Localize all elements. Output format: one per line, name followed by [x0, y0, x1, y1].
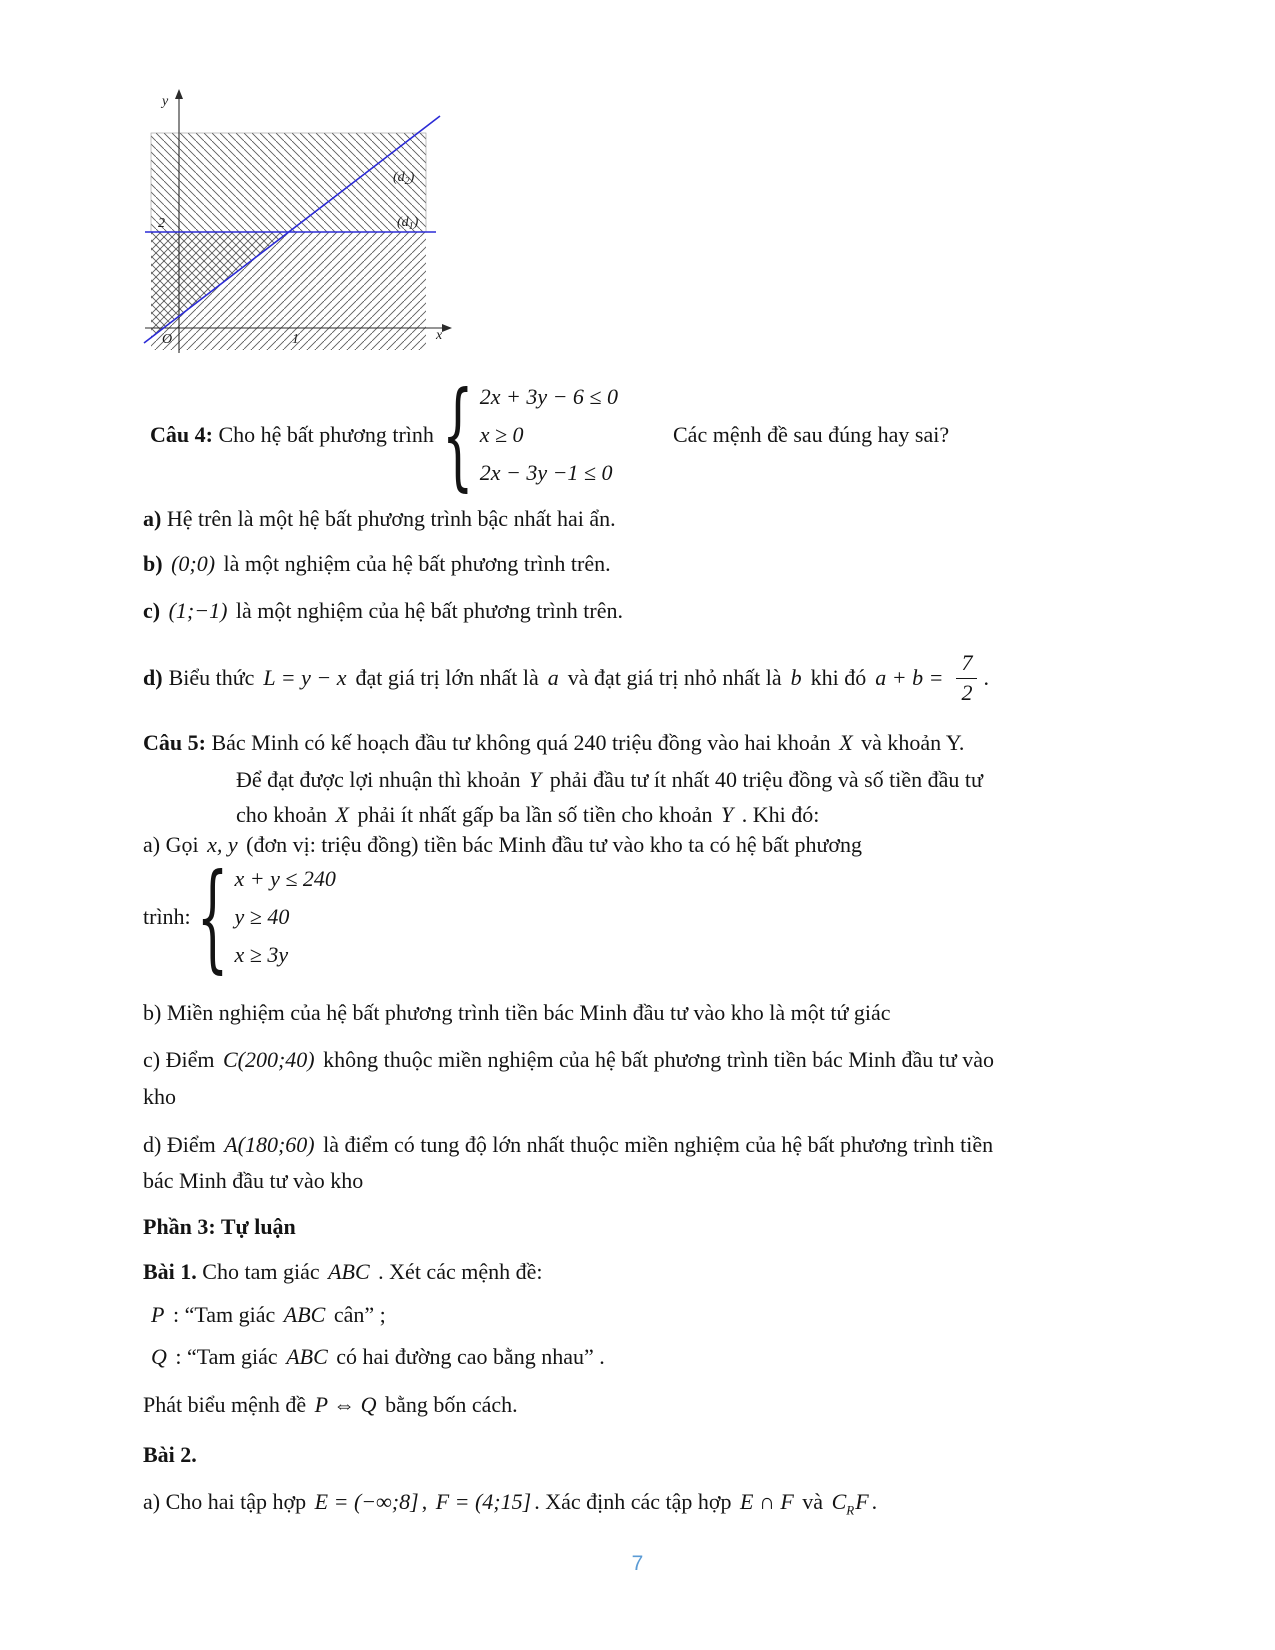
phan3-title: Phần 3: Tự luận — [143, 1214, 296, 1239]
cau5-statement-a: a) Gọi x, y (đơn vị: triệu đồng) tiền bác Minh đầu tư vào kho ta có hệ bất phương — [143, 832, 863, 857]
d1-label-sub: 1 — [408, 221, 414, 232]
y-tick-2: 2 — [158, 216, 165, 231]
x-axis-label: x — [436, 328, 443, 343]
bai2-statement-a: a) Cho hai tập hợp E = (−∞;8] , F = (4;15] . Xác định các tập hợp E ∩ F và $C_RF$ . — [143, 1489, 878, 1518]
cau5-label: Câu 5: — [143, 730, 206, 755]
cau4-statement-d: d) Biểu thức L = y − x đạt giá trị lớn nhất là a và đạt giá trị nhỏ nhất là b khi đó a + b = $\frac{7}{2}$ . — [143, 650, 989, 705]
d1-label — [397, 215, 419, 232]
cau4-statement-a: a) Hệ trên là một hệ bất phương trình bậc nhất hai ẩn. — [143, 506, 616, 531]
fraction-7-2: $\frac{7}{2}$ — [956, 652, 977, 704]
region-above-d1 — [151, 133, 426, 232]
proposition-p: P : “Tam giác ABC cân” ; — [151, 1302, 386, 1327]
cau5-trinh-label: trình: — [143, 904, 191, 929]
cau5-inequality-1: x + y ≤ 240 — [234, 866, 336, 891]
cau5-system: { x + y ≤ 240 y ≥ 40 x ≥ 3y — [196, 848, 336, 986]
cau5-statement-d-line2: bác Minh đầu tư vào kho — [143, 1168, 364, 1193]
bai1-statement: Bài 1. Cho tam giác ABC . Xét các mệnh đề: — [143, 1259, 543, 1284]
cau5-inequality-3: x ≥ 3y — [234, 942, 289, 967]
cau4-statement — [150, 366, 950, 504]
y-axis-label: y — [162, 94, 169, 109]
cau5-statement-line2: Để đạt được lợi nhuận thì khoản Y phải đầu tư ít nhất 40 triệu đồng và số tiền đầu tư — [236, 767, 983, 792]
cau4-inequality-3: 2x − 3y −1 ≤ 0 — [479, 460, 613, 485]
cau4-intro: Câu 4: Cho hệ bất phương trình — [150, 422, 434, 447]
d2-label — [393, 170, 415, 187]
cau5-statement-b: b) Miền nghiệm của hệ bất phương trình tiền bác Minh đầu tư vào kho là một tứ giác — [143, 1000, 891, 1025]
cau4-inequality-1: 2x + 3y − 6 ≤ 0 — [479, 384, 618, 409]
cau4-system: { 2x + 3y − 6 ≤ 0 x ≥ 0 2x − 3y −1 ≤ 0 — [441, 366, 618, 504]
d1-label-base: (d — [397, 215, 409, 230]
cau4-c-label: c) — [143, 598, 161, 623]
cau4-b-label: b) — [143, 551, 163, 576]
cau4-statement-c: c) (1;−1) là một nghiệm của hệ bất phương trình trên. — [143, 598, 623, 623]
cau5-statement-line3: cho khoản X phải ít nhất gấp ba lần số tiền cho khoản Y . Khi đó: — [236, 802, 820, 827]
cau4-statement-b: b) (0;0) là một nghiệm của hệ bất phương trình trên. — [143, 551, 611, 576]
subscript-R: R — [846, 1502, 855, 1518]
cau4-question: Các mệnh đề sau đúng hay sai? — [673, 422, 950, 447]
cau5-statement-c-line2: kho — [143, 1084, 176, 1109]
cau5-system-row — [143, 848, 336, 986]
cau5-statement-line1: Câu 5: Bác Minh có kế hoạch đầu tư không quá 240 triệu đồng vào hai khoản X và khoản Y. — [143, 730, 965, 755]
cau5-inequality-2: y ≥ 40 — [234, 904, 290, 929]
cau5-statement-d-line1: d) Điểm A(180;60) là điểm có tung độ lớn nhất thuộc miền nghiệm của hệ bất phương trình tiền — [143, 1132, 994, 1157]
phatbieu-statement: Phát biểu mệnh đề P ⇔ Q bằng bốn cách. — [143, 1392, 518, 1417]
bai1-label: Bài 1. — [143, 1259, 197, 1284]
cau4-inequality-2: x ≥ 0 — [479, 422, 524, 447]
proposition-q: Q : “Tam giác ABC có hai đường cao bằng nhau” . — [151, 1344, 605, 1369]
inequality-region-graph — [140, 85, 460, 360]
x-axis-arrow — [442, 324, 452, 332]
y-axis-arrow — [175, 89, 183, 99]
d1-label-close: ) — [413, 215, 419, 230]
d2-label-base: (d — [393, 170, 405, 185]
x-tick-1: 1 — [292, 332, 299, 347]
cau4-a-label: a) — [143, 506, 162, 531]
cau4-d-label: d) — [143, 665, 163, 690]
d2-label-close: ) — [409, 170, 415, 185]
page-number: 7 — [631, 1552, 644, 1575]
d2-label-sub: 2 — [404, 176, 410, 187]
cau5-statement-c-line1: c) Điểm C(200;40) không thuộc miền nghiệm của hệ bất phương trình tiền bác Minh đầu tư vào — [143, 1047, 995, 1072]
bai2-label: Bài 2. — [143, 1442, 197, 1467]
origin-label: O — [162, 332, 173, 347]
bai2-label-row — [143, 1440, 197, 1470]
cau4-label: Câu 4: — [150, 422, 213, 447]
